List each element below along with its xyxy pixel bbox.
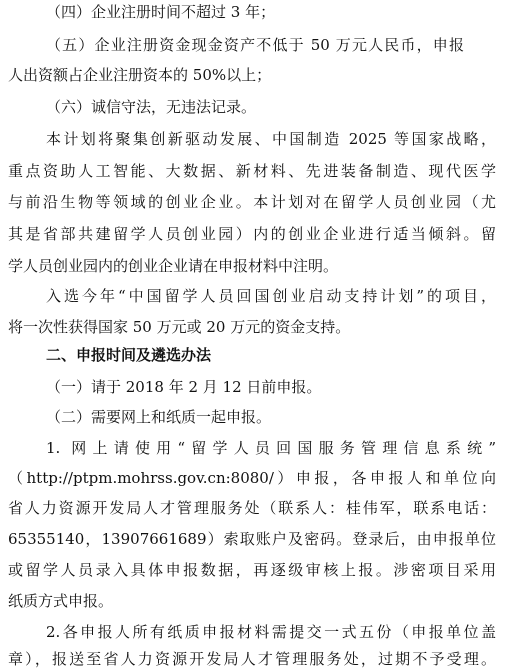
online-instruction-line-3: 省人力资源开发局人才管理服务处（联系人：桂伟军，联系电话：	[8, 499, 496, 517]
plan-paragraph-line-1: 本计划将聚集创新驱动发展、中国制造 2025 等国家战略，	[46, 130, 496, 148]
online-instruction-line-4: 65355140，13907661689）索取账户及密码。登录后，由申报单位	[8, 530, 496, 548]
selection-paragraph-line-1: 入选今年“中国留学人员回国创业启动支持计划”的项目，	[46, 287, 496, 305]
deadline-item: （一）请于 2018 年 2 月 12 日前申报。	[46, 378, 322, 396]
online-instruction-line-1: 1. 网上请使用“留学人员回国服务管理信息系统”	[46, 439, 496, 457]
paper-instruction-line-2: 章），报送至省人力资源开发局人才管理服务处，过期不予受理。	[8, 650, 496, 668]
plan-paragraph-line-3: 与前沿生物等领域的创业企业。本计划对在留学人员创业园（尤	[8, 193, 496, 211]
criterion-5-line-1: （五）企业注册资金现金资产不低于 50 万元人民币，申报	[46, 36, 464, 54]
criterion-4: （四）企业注册时间不超过 3 年；	[46, 3, 276, 21]
plan-paragraph-line-5: 学人员创业园内的创业企业请在申报材料中注明。	[8, 257, 339, 275]
plan-paragraph-line-4: 其是省部共建留学人员创业园）内的创业企业进行适当倾斜。留	[8, 225, 496, 243]
selection-paragraph-line-2: 将一次性获得国家 50 万元或 20 万元的资金支持。	[8, 318, 351, 336]
online-instruction-line-6: 纸质方式申报。	[8, 592, 114, 610]
criterion-5-line-2: 人出资额占企业注册资本的 50%以上；	[8, 66, 272, 84]
online-instruction-line-2: （http://ptpm.mohrss.gov.cn:8080/）申报，各申报人和单位向	[8, 469, 496, 487]
paper-instruction-line-1: 2.各申报人所有纸质申报材料需提交一式五份（申报单位盖	[46, 623, 496, 641]
online-instruction-line-5: 或留学人员录入具体申报数据，再逐级审核上报。涉密项目采用	[8, 561, 496, 579]
submission-method-item: （二）需要网上和纸质一起申报。	[46, 408, 272, 426]
criterion-6: （六）诚信守法，无违法记录。	[46, 98, 257, 116]
section-heading: 二、申报时间及遴选办法	[46, 346, 212, 364]
plan-paragraph-line-2: 重点资助人工智能、大数据、新材料、先进装备制造、现代医学	[8, 162, 496, 180]
